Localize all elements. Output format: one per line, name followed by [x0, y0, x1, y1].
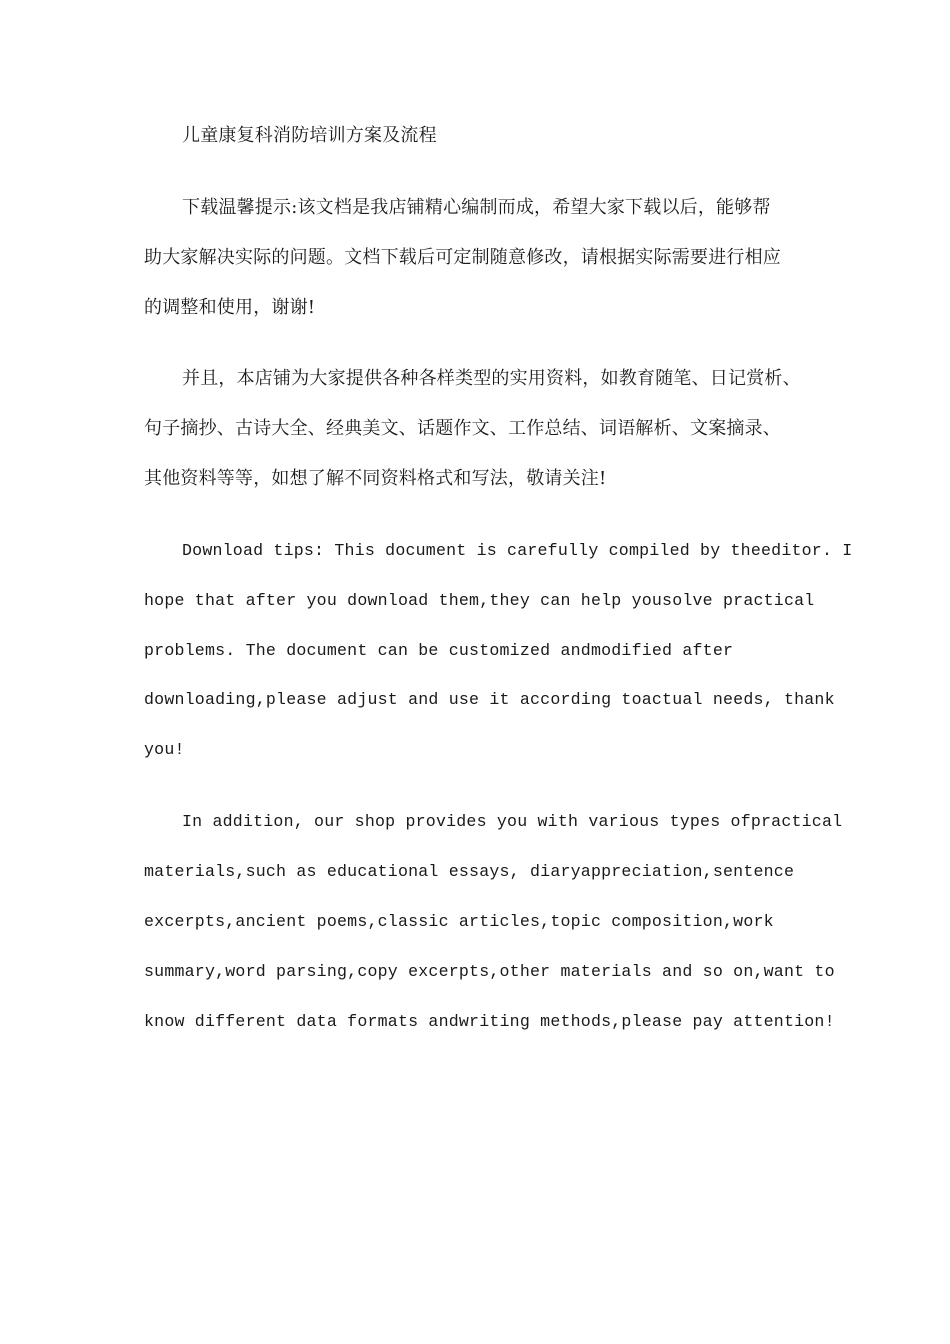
cn-notice-line: 下载温馨提示:该文档是我店铺精心编制而成，希望大家下载以后，能够帮 — [182, 197, 771, 218]
en-addition-line: excerpts,ancient poems,classic articles,topic composition,work — [144, 912, 774, 931]
en-notice-line: you! — [144, 740, 185, 759]
cn-addition-line: 并且，本店铺为大家提供各种各样类型的实用资料，如教育随笔、日记赏析、 — [182, 368, 801, 389]
en-addition-line: know different data formats andwriting methods,please pay attention! — [144, 1012, 835, 1031]
en-addition-line: materials,such as educational essays, diaryappreciation,sentence — [144, 862, 795, 881]
en-notice-line: hope that after you download them,they can help yousolve practical — [144, 591, 815, 610]
en-addition-line: summary,word parsing,copy excerpts,other materials and so on,want to — [144, 962, 835, 981]
cn-notice-line: 助大家解决实际的问题。文档下载后可定制随意修改，请根据实际需要进行相应 — [144, 247, 781, 268]
cn-addition-line: 句子摘抄、古诗大全、经典美文、话题作文、工作总结、词语解析、文案摘录、 — [144, 418, 781, 439]
en-addition-line: In addition, our shop provides you with various types ofpractical — [182, 812, 843, 831]
document-title: 儿童康复科消防培训方案及流程 — [182, 125, 437, 146]
en-notice-line: Download tips: This document is carefully compiled by theeditor. I — [182, 541, 853, 560]
en-notice-line: downloading,please adjust and use it according toactual needs, thank — [144, 690, 835, 709]
en-notice-line: problems. The document can be customized andmodified after — [144, 641, 734, 660]
cn-addition-line: 其他资料等等，如想了解不同资料格式和写法，敬请关注! — [144, 468, 607, 489]
cn-notice-line: 的调整和使用，谢谢! — [144, 297, 316, 318]
